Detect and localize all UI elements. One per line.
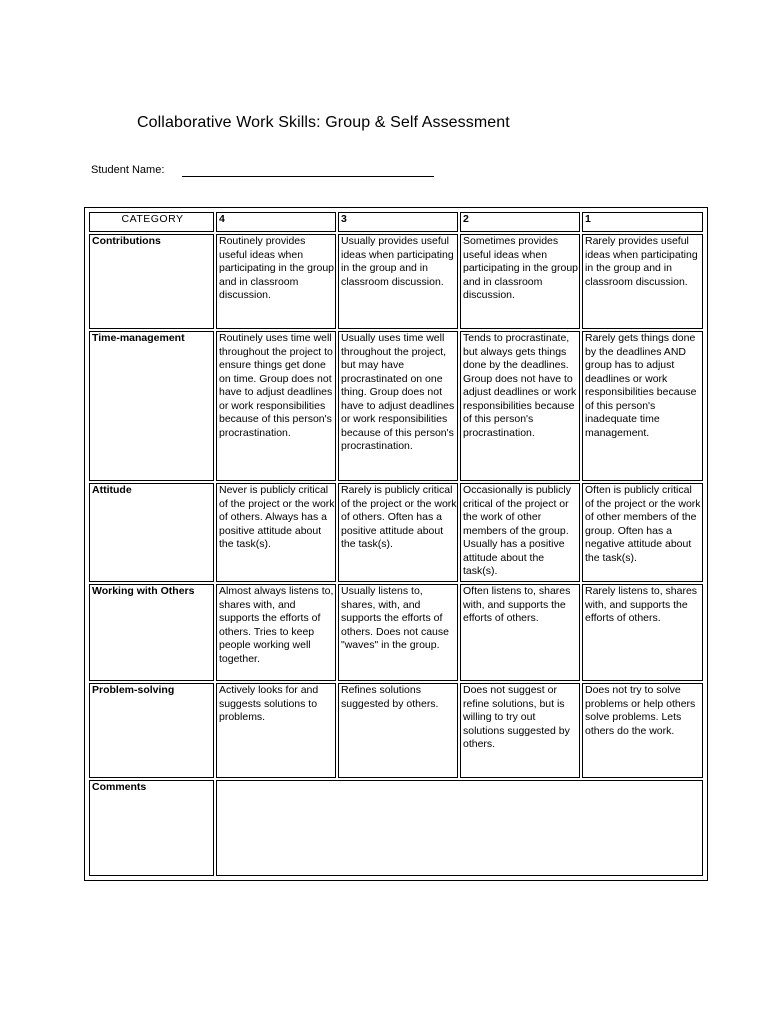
table-cell: Does not try to solve problems or help others solve problems. Lets others do the work.	[582, 683, 703, 778]
table-cell: Does not suggest or refine solutions, but is willing to try out solutions suggested by others.	[460, 683, 580, 778]
table-cell: Rarely is publicly critical of the project or the work of others. Often has a positive attitude about the task(s).	[338, 483, 458, 582]
table-row	[89, 683, 703, 778]
table-cell: Rarely provides useful ideas when participating in the group and in classroom discussion.	[582, 234, 703, 329]
table-row	[89, 234, 703, 329]
table-cell: Occasionally is publicly critical of the project or the work of other members of the group. Usually has a positive attitude about the task(s).	[460, 483, 580, 582]
student-name-field[interactable]	[182, 176, 434, 177]
table-cell: Refines solutions suggested by others.	[338, 683, 458, 778]
table-cell: Actively looks for and suggests solutions to problems.	[216, 683, 336, 778]
table-cell: Tends to procrastinate, but always gets things done by the deadlines. Group does not have to adjust deadlines or work responsibilities because of this person's procrastination.	[460, 331, 580, 481]
table-cell: Routinely provides useful ideas when participating in the group and in classroom discussion.	[216, 234, 336, 329]
page-title: Collaborative Work Skills: Group & Self Assessment	[137, 114, 510, 131]
row-category: Time-management	[89, 331, 214, 481]
table-cell: Usually uses time well throughout the project, but may have procrastinated on one thing. Group does not have to adjust deadlines or work responsibilities because of this person's procrastination.	[338, 331, 458, 481]
table-cell: Usually provides useful ideas when participating in the group and in classroom discussion.	[338, 234, 458, 329]
rubric-table-frame	[84, 207, 708, 881]
table-cell: Never is publicly critical of the project or the work of others. Always has a positive attitude about the task(s).	[216, 483, 336, 582]
table-cell: Rarely listens to, shares with, and supports the efforts of others.	[582, 584, 703, 681]
table-cell: Often listens to, shares with, and supports the efforts of others.	[460, 584, 580, 681]
row-category: Problem-solving	[89, 683, 214, 778]
table-cell: Sometimes provides useful ideas when participating in the group and in classroom discussion.	[460, 234, 580, 329]
rubric-table	[87, 210, 705, 878]
table-row	[89, 483, 703, 582]
comments-row	[89, 780, 703, 876]
comments-label: Comments	[89, 780, 214, 876]
row-category: Contributions	[89, 234, 214, 329]
header-score-2: 2	[460, 212, 580, 232]
table-row	[89, 584, 703, 681]
row-category: Working with Others	[89, 584, 214, 681]
row-category: Attitude	[89, 483, 214, 582]
table-cell: Usually listens to, shares, with, and supports the efforts of others. Does not cause "waves" in the group.	[338, 584, 458, 681]
header-category: CATEGORY	[89, 212, 214, 232]
table-cell: Almost always listens to, shares with, and supports the efforts of others. Tries to keep people working well together.	[216, 584, 336, 681]
comments-field[interactable]	[216, 780, 703, 876]
table-row	[89, 331, 703, 481]
header-score-1: 1	[582, 212, 703, 232]
table-cell: Routinely uses time well throughout the project to ensure things get done on time. Group does not have to adjust deadlines or work responsibilities because of this person's procrastination.	[216, 331, 336, 481]
table-cell: Rarely gets things done by the deadlines AND group has to adjust deadlines or work responsibilities because of this person's inadequate time management.	[582, 331, 703, 481]
header-row	[89, 212, 703, 232]
header-score-3: 3	[338, 212, 458, 232]
table-cell: Often is publicly critical of the project or the work of other members of the group. Often has a negative attitude about the task(s).	[582, 483, 703, 582]
header-score-4: 4	[216, 212, 336, 232]
student-name-label: Student Name:	[91, 164, 165, 176]
